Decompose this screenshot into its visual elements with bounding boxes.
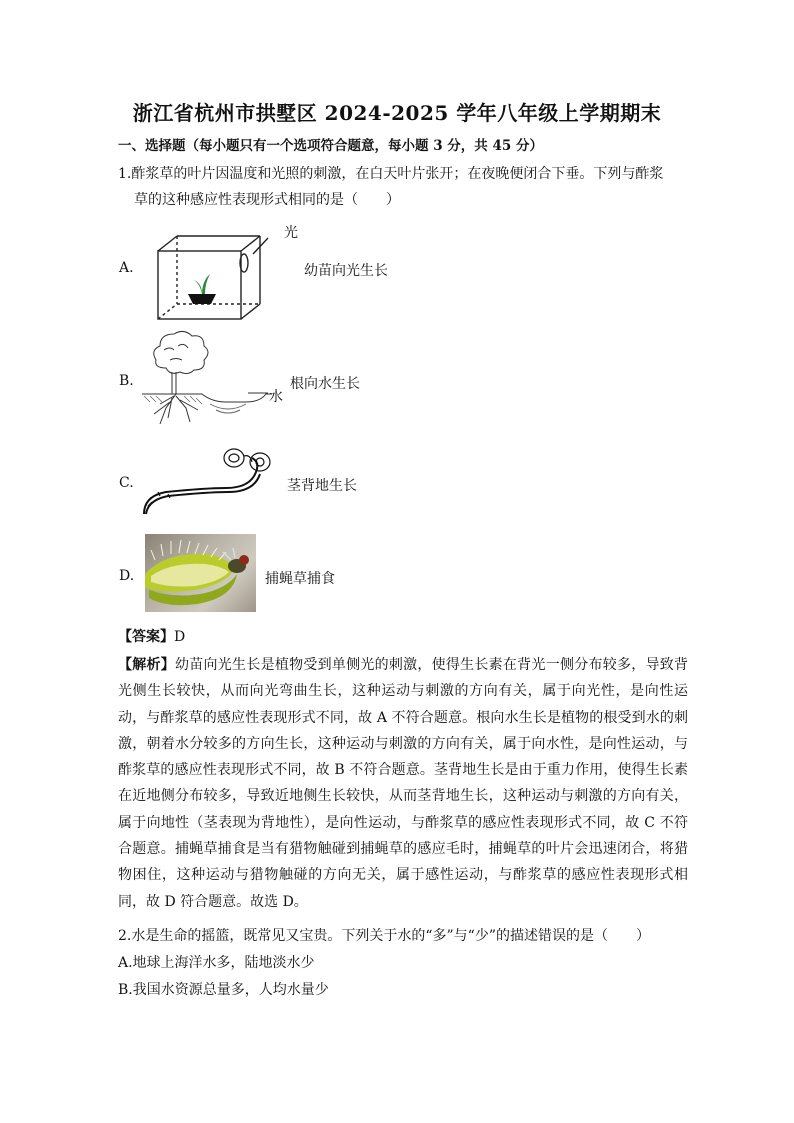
answer-line xyxy=(118,627,686,647)
root-water-figure xyxy=(140,330,290,432)
stem-gravity-figure xyxy=(138,444,278,520)
answer-label: 【答案】 xyxy=(118,629,174,645)
analysis-text: 幼苗向光生长是植物受到单侧光的刺激，使得生长素在背光一侧分布较多，导致背光侧生长较快，从而向光弯曲生长，这种运动与刺激的方向有关，属于向光性，是向性运动，与酢浆草的感应性表现形式不同，故 A 不符合题意。根向水生长是植物的根受到水的刺激，朝着水分较多的方向生长，这种运动与刺激的方向有关，属于向水性，是向性运动，与酢浆草的感应性表现形式不同，故 B 不符合题意。茎背地生长是由于重力作用，使得生长素在近地侧分布较多，导致近地侧生长较快，从而茎背地生长，这种运动与刺激的方向有关，属于向地性（茎表现为背地性），是向性运动，与酢浆草的感应性表现形式不同，故 C 不符合题意。捕蝇草捕食是当有猎物触碰到捕蝇草的感应毛时，捕蝇草的叶片会迅速闭合，将猎物困住，这种运动与猎物触碰的方向无关，属于感性运动，与酢浆草的感应性表现形式相同，故 D 符合题意。故选 D。 xyxy=(118,657,689,910)
option-b-fig-label: 水 xyxy=(269,389,283,405)
q1-stem-line1: 1.酢浆草的叶片因温度和光照的刺激，在白天叶片张开；在夜晚便闭合下垂。下列与酢浆 xyxy=(118,166,664,182)
option-c-text: 茎背地生长 xyxy=(287,478,357,494)
answer-value: D xyxy=(174,629,186,645)
q2-option-a: A.地球上海洋水多，陆地淡水少 xyxy=(118,955,315,971)
venus-flytrap-photo xyxy=(145,534,256,612)
q2-option-b: B.我国水资源总量多，人均水量少 xyxy=(118,982,329,998)
q1-stem-line2: 草的这种感应性表现形式相同的是（ ） xyxy=(134,192,400,208)
option-a-letter: A. xyxy=(119,260,134,276)
q2-stem: 2.水是生命的摇篮，既常见又宝贵。下列关于水的“多”与“少”的描述错误的是（ ） xyxy=(118,928,650,944)
option-b-text: 根向水生长 xyxy=(290,376,360,392)
option-c-letter: C. xyxy=(119,475,134,491)
option-b-letter: B. xyxy=(119,373,134,389)
option-a-fig-label: 光 xyxy=(284,225,298,241)
section-heading: 一、选择题（每小题只有一个选项符合题意，每小题 3 分，共 45 分） xyxy=(118,138,543,154)
option-d-letter: D. xyxy=(119,568,135,584)
analysis-paragraph xyxy=(118,652,688,915)
option-a-text: 幼苗向光生长 xyxy=(304,263,388,279)
analysis-label: 【解析】 xyxy=(118,657,176,673)
page-title: 浙江省杭州市拱墅区 2024-2025 学年八年级上学期期末 xyxy=(132,101,662,125)
seedling-box-figure xyxy=(150,222,300,322)
option-d-text: 捕蝇草捕食 xyxy=(265,571,335,587)
